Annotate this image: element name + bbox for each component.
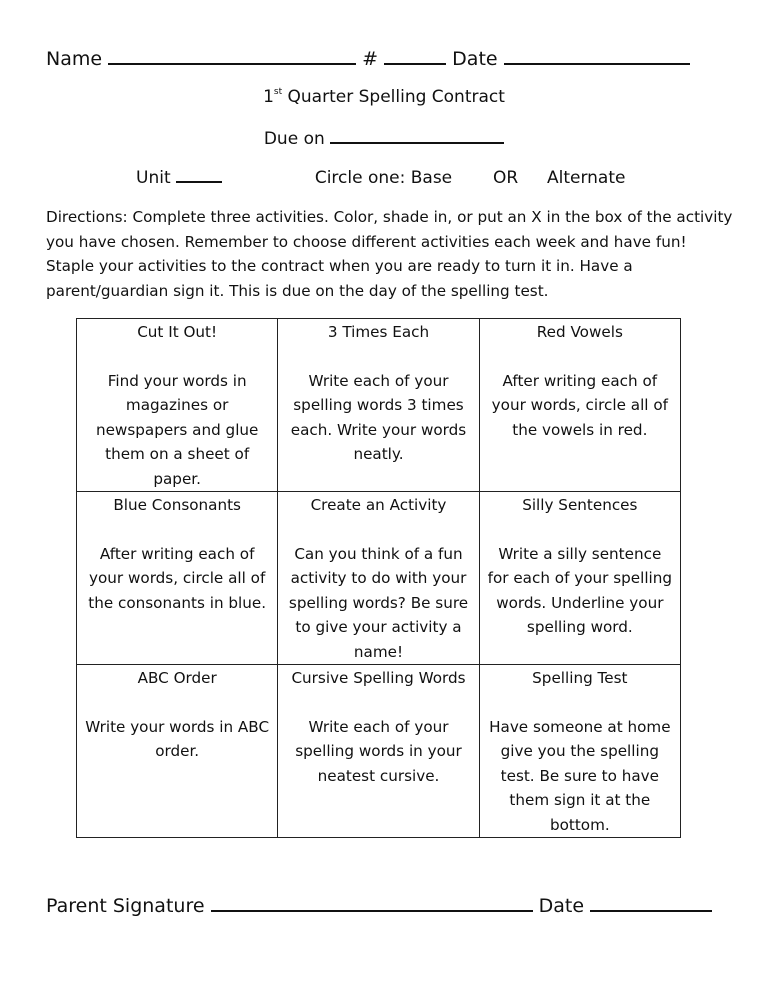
page-title	[0, 87, 768, 107]
title-ordinal-suffix: st	[273, 87, 283, 97]
due-blank[interactable]	[330, 128, 504, 144]
activity-cell-abc-order[interactable]	[77, 665, 278, 838]
activity-cell-cursive-spelling-words[interactable]	[278, 665, 479, 838]
activity-title: Cut It Out!	[137, 323, 218, 341]
activity-title: Create an Activity	[310, 496, 447, 514]
name-blank[interactable]	[108, 49, 356, 65]
option-or: OR	[492, 168, 519, 188]
parent-signature-blank[interactable]	[211, 896, 533, 912]
title-text: Quarter Spelling Contract	[287, 87, 505, 107]
activity-cell-blue-consonants[interactable]	[77, 492, 278, 665]
directions-paragraph: Directions: Complete three activities. Color, shade in, or put an X in the box of the activity you have chosen. Remember to choose different activities each week and have fun! Staple your activities to the contract when you are ready to turn it in. Have a parent/guardian sign it. This is due on the day of the spelling test.	[46, 208, 733, 300]
activity-title: Silly Sentences	[522, 496, 638, 514]
activity-row	[77, 492, 681, 665]
title-ordinal: 1	[263, 87, 274, 107]
activity-cell-spelling-test[interactable]	[479, 665, 680, 838]
circle-one-label: Circle one:	[314, 168, 406, 188]
activity-description: Write a silly sentence for each of your spelling words. Underline your spelling word.	[487, 544, 673, 636]
activity-description: Write your words in ABC order.	[85, 717, 270, 760]
number-label: #	[362, 48, 379, 70]
activity-cell-3-times-each[interactable]	[278, 319, 479, 492]
activity-title: 3 Times Each	[327, 323, 430, 341]
activity-title: Spelling Test	[532, 669, 628, 687]
activity-title: Cursive Spelling Words	[291, 669, 466, 687]
activity-row	[77, 665, 681, 838]
due-line	[0, 128, 768, 149]
unit-label: Unit	[136, 168, 171, 188]
activity-title: Red Vowels	[536, 323, 623, 341]
number-blank[interactable]	[384, 49, 446, 65]
activity-cell-silly-sentences[interactable]	[479, 492, 680, 665]
activity-grid	[76, 318, 681, 838]
activity-description: Write each of your spelling words in your neatest cursive.	[295, 717, 462, 785]
activity-cell-red-vowels[interactable]	[479, 319, 680, 492]
date-label: Date	[452, 48, 498, 70]
option-base[interactable]: Base	[410, 168, 453, 188]
activity-description: Find your words in magazines or newspapers and glue them on a sheet of paper.	[95, 371, 259, 488]
signature-line	[46, 895, 712, 917]
student-info-line	[46, 48, 690, 70]
unit-blank[interactable]	[176, 167, 222, 183]
parent-signature-label: Parent Signature	[46, 895, 205, 917]
activity-description: Can you think of a fun activity to do with your spelling words? Be sure to give your activity a name!	[288, 544, 469, 661]
name-label: Name	[46, 48, 103, 70]
activity-description: Write each of your spelling words 3 times each. Write your words neatly.	[290, 371, 467, 463]
option-alternate[interactable]: Alternate	[546, 168, 626, 188]
activity-row	[77, 319, 681, 492]
signature-date-label: Date	[538, 895, 585, 917]
activity-description: After writing each of your words, circle all of the vowels in red.	[491, 371, 668, 439]
signature-date-blank[interactable]	[590, 896, 712, 912]
activity-cell-create-an-activity[interactable]	[278, 492, 479, 665]
activity-cell-cut-it-out[interactable]	[77, 319, 278, 492]
activity-title: ABC Order	[137, 669, 217, 687]
date-blank[interactable]	[504, 49, 690, 65]
activity-description: Have someone at home give you the spelling test. Be sure to have them sign it at the bottom.	[489, 717, 671, 834]
unit-line	[136, 167, 625, 188]
activity-title: Blue Consonants	[113, 496, 241, 514]
due-label: Due on	[263, 129, 325, 149]
activity-description: After writing each of your words, circle all of the consonants in blue.	[88, 544, 267, 612]
